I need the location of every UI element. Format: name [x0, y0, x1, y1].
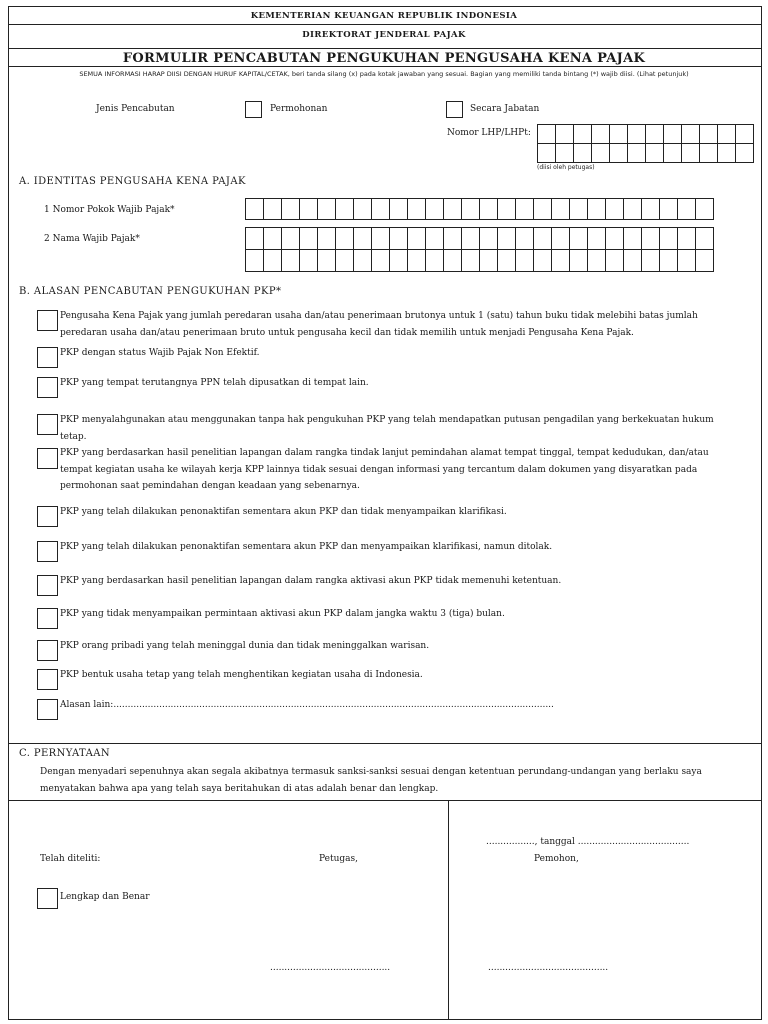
statement-text: Dengan menyadari sepenuhnya akan segala akibatnya termasuk sanksi-sanksi sesuai dengan ketentuan perundang-undangan yang berlaku saya menyatakan bahwa apa yang telah saya beritahukan di atas adalah benar dan lengkap. [40, 767, 702, 794]
reason-text-4: PKP menyalahgunakan atau menggunakan tanpa hak pengukuhan PKP yang telah mendapatkan putusan pengadilan yang berkekuatan hukum tetap. [60, 415, 714, 442]
reason-checkbox-11[interactable] [37, 669, 58, 690]
reason-text-11: PKP bentuk usaha tetap yang telah menghentikan kegiatan usaha di Indonesia. [60, 670, 423, 680]
reason-text-3: PKP yang tempat terutangnya PPN telah dipusatkan di tempat lain. [60, 378, 369, 388]
pemohon-signature-line[interactable]: .......................................... [488, 963, 609, 973]
pemohon-label: Pemohon, [534, 854, 579, 864]
lhp-grid-row2[interactable] [537, 143, 754, 163]
reason-checkbox-5[interactable] [37, 448, 58, 469]
form-title: FORMULIR PENCABUTAN PENGUKUHAN PENGUSAHA KENA PAJAK [122, 51, 646, 66]
diteliti-label: Telah diteliti: [40, 854, 101, 864]
reason-checkbox-10[interactable] [37, 640, 58, 661]
tanggal-field[interactable]: ................., tanggal ....................................... [486, 837, 690, 847]
lengkap-checkbox[interactable] [37, 888, 58, 909]
ministry-heading: KEMENTERIAN KEUANGAN REPUBLIK INDONESIA [250, 11, 518, 21]
divider [8, 48, 762, 49]
lengkap-label: Lengkap dan Benar [60, 892, 150, 902]
jabatan-label: Secara Jabatan [470, 104, 540, 114]
lhp-grid-row1[interactable] [537, 124, 754, 144]
lhp-note: (diisi oleh petugas) [537, 164, 595, 171]
nama-grid-row1[interactable] [245, 227, 714, 250]
reason-text-6: PKP yang telah dilakukan penonaktifan sementara akun PKP dan tidak menyampaikan klarifikasi. [60, 507, 507, 517]
reason-text-5: PKP yang berdasarkan hasil penelitian lapangan dalam rangka tindak lanjut pemindahan alamat tempat tinggal, tempat kedudukan, dan/atau tempat kegiatan usaha ke wilayah kerja KPP lainnya tidak sesuai dengan informasi yang tercantum dalam dokumen yang disyaratkan pada permohonan saat pemindahan dengan keadaan yang sebenarnya. [60, 448, 709, 491]
permohonan-checkbox[interactable] [245, 101, 262, 118]
reason-checkbox-7[interactable] [37, 541, 58, 562]
reason-checkbox-3[interactable] [37, 377, 58, 398]
divider [8, 24, 762, 25]
reason-checkbox-1[interactable] [37, 310, 58, 331]
reason-text-10: PKP orang pribadi yang telah meninggal dunia dan tidak meninggalkan warisan. [60, 641, 430, 651]
section-a-title: A. IDENTITAS PENGUSAHA KENA PAJAK [19, 176, 246, 187]
jenis-label: Jenis Pencabutan [96, 104, 175, 114]
nama-label: 2 Nama Wajib Pajak* [44, 234, 140, 244]
reason-text-2: PKP dengan status Wajib Pajak Non Efektif. [60, 348, 260, 358]
reason-text-8: PKP yang berdasarkan hasil penelitian lapangan dalam rangka aktivasi akun PKP tidak memenuhi ketentuan. [60, 576, 562, 586]
npwp-grid[interactable] [245, 198, 714, 220]
divider [8, 66, 762, 67]
nama-grid-row2[interactable] [245, 249, 714, 272]
reason-checkbox-12[interactable] [37, 699, 58, 720]
reason-checkbox-6[interactable] [37, 506, 58, 527]
directorate-heading: DIREKTORAT JENDERAL PAJAK [302, 30, 466, 40]
reason-text-1: Pengusaha Kena Pajak yang jumlah peredaran usaha dan/atau penerimaan brutonya untuk 1 (satu) tahun buku tidak melebihi batas jumlah peredaran usaha dan/atau penerimaan bruto untuk pengusaha kecil dan tidak memilih untuk menjadi Pengusaha Kena Pajak. [60, 311, 698, 338]
reason-checkbox-2[interactable] [37, 347, 58, 368]
npwp-label: 1 Nomor Pokok Wajib Pajak* [44, 205, 175, 215]
permohonan-label: Permohonan [270, 104, 328, 114]
section-c-title: C. PERNYATAAN [19, 748, 110, 759]
divider [8, 800, 762, 801]
fill-instruction: SEMUA INFORMASI HARAP DIISI DENGAN HURUF KAPITAL/CETAK, beri tanda silang (x) pada kotak jawaban yang sesuai. Bagian yang memiliki tanda bintang (*) wajib diisi. (Lihat petunjuk) [79, 70, 689, 78]
reason-checkbox-4[interactable] [37, 414, 58, 435]
reason-checkbox-9[interactable] [37, 608, 58, 629]
reason-text-12: Alasan lain:.......................................................................................................................................................... [60, 700, 554, 710]
signature-divider [448, 800, 449, 1020]
reason-text-9: PKP yang tidak menyampaikan permintaan aktivasi akun PKP dalam jangka waktu 3 (tiga) bulan. [60, 609, 505, 619]
petugas-label: Petugas, [319, 854, 358, 864]
divider [8, 743, 762, 744]
reason-checkbox-8[interactable] [37, 575, 58, 596]
section-b-title: B. ALASAN PENCABUTAN PENGUKUHAN PKP* [19, 286, 282, 297]
jabatan-checkbox[interactable] [446, 101, 463, 118]
lhp-label: Nomor LHP/LHPt: [447, 128, 531, 138]
petugas-signature-line[interactable]: .......................................... [270, 963, 391, 973]
reason-text-7: PKP yang telah dilakukan penonaktifan sementara akun PKP dan menyampaikan klarifikasi, namun ditolak. [60, 542, 553, 552]
